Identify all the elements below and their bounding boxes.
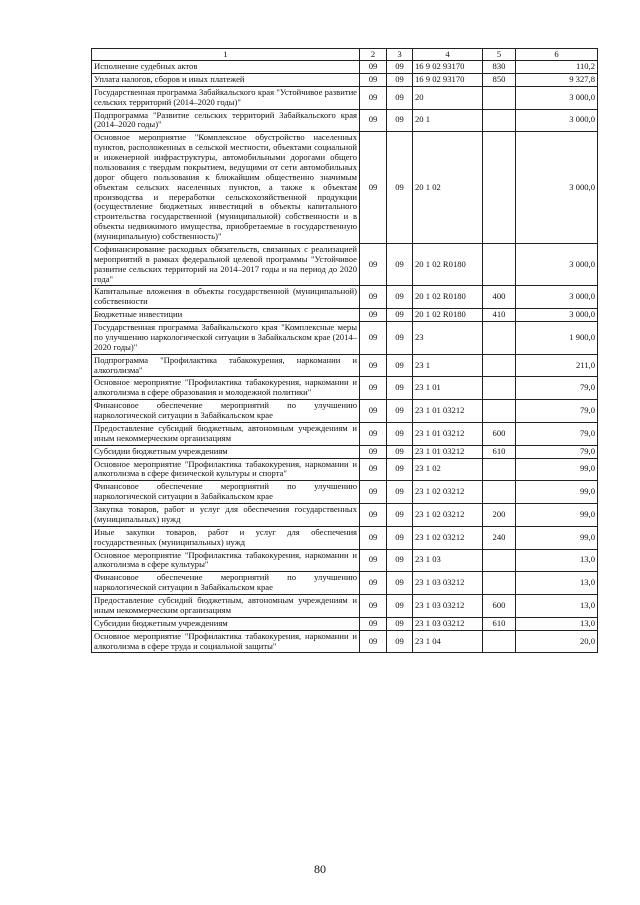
target-article-code: 23 1 — [413, 354, 483, 377]
row-name: Предоставление субсидий бюджетным, автономным учреждениям и иным некоммерческим организациям — [92, 422, 360, 445]
row-name: Закупка товаров, работ и услуг для обеспечения государственных (муниципальных) нужд — [92, 504, 360, 527]
amount: 99,0 — [516, 504, 598, 527]
target-article-code: 20 1 02 R0180 — [413, 286, 483, 309]
expense-type-code: 410 — [483, 309, 516, 322]
amount: 20,0 — [516, 630, 598, 653]
amount: 99,0 — [516, 481, 598, 504]
subsection-code: 09 — [387, 445, 413, 458]
expense-type-code — [483, 377, 516, 400]
amount: 3 000,0 — [516, 86, 598, 109]
row-name: Субсидии бюджетным учреждениям — [92, 617, 360, 630]
row-name: Основное мероприятие "Комплексное обустройство населенных пунктов, расположенных в сельской местности, объектами социальной и инженерной инфраструктуры, автомобильными дорогами общего пользования с твердым покрытием, ведущими от сети автомобильных дорог общего пользования к ближайшим общественно значимым объектам сельских населенных пунктов, а также к объектам производства и переработки сельскохозяйственной продукции (осуществление бюджетных инвестиций в объекты капитального строительства государственной (муниципальной) собственности и в объекты недвижимого имущества, приобретаемые в государственную (муниципальную) собственность)" — [92, 132, 360, 244]
target-article-code: 23 1 01 — [413, 377, 483, 400]
section-code: 09 — [360, 354, 387, 377]
section-code: 09 — [360, 322, 387, 355]
expense-type-code — [483, 458, 516, 481]
expense-type-code — [483, 400, 516, 423]
table-row — [92, 445, 598, 458]
target-article-code: 20 — [413, 86, 483, 109]
section-code: 09 — [360, 73, 387, 86]
expense-type-code: 600 — [483, 422, 516, 445]
target-article-code: 23 1 02 03212 — [413, 481, 483, 504]
subsection-code: 09 — [387, 630, 413, 653]
section-code: 09 — [360, 617, 387, 630]
amount: 9 327,8 — [516, 73, 598, 86]
expense-type-code — [483, 481, 516, 504]
table-row — [92, 132, 598, 244]
section-code: 09 — [360, 132, 387, 244]
expense-type-code — [483, 630, 516, 653]
target-article-code: 23 1 03 03212 — [413, 572, 483, 595]
column-number: 1 — [92, 49, 360, 61]
row-name: Финансовое обеспечение мероприятий по улучшению наркологической ситуации в Забайкальском крае — [92, 400, 360, 423]
amount: 3 000,0 — [516, 243, 598, 286]
amount: 79,0 — [516, 377, 598, 400]
expense-type-code — [483, 243, 516, 286]
subsection-code: 09 — [387, 61, 413, 74]
section-code: 09 — [360, 422, 387, 445]
row-name: Исполнение судебных актов — [92, 61, 360, 74]
target-article-code: 23 1 04 — [413, 630, 483, 653]
expense-type-code: 200 — [483, 504, 516, 527]
target-article-code: 23 1 01 03212 — [413, 445, 483, 458]
table-row — [92, 595, 598, 618]
row-name: Финансовое обеспечение мероприятий по улучшению наркологической ситуации в Забайкальском крае — [92, 572, 360, 595]
subsection-code: 09 — [387, 400, 413, 423]
target-article-code: 23 1 03 03212 — [413, 595, 483, 618]
expense-type-code — [483, 549, 516, 572]
amount: 79,0 — [516, 422, 598, 445]
table-row — [92, 630, 598, 653]
table-row — [92, 309, 598, 322]
expense-type-code: 830 — [483, 61, 516, 74]
table-row — [92, 572, 598, 595]
row-name: Финансовое обеспечение мероприятий по улучшению наркологической ситуации в Забайкальском крае — [92, 481, 360, 504]
table-row — [92, 354, 598, 377]
table-body — [92, 61, 598, 653]
section-code: 09 — [360, 86, 387, 109]
subsection-code: 09 — [387, 549, 413, 572]
subsection-code: 09 — [387, 243, 413, 286]
amount: 99,0 — [516, 458, 598, 481]
expense-type-code: 610 — [483, 445, 516, 458]
budget-table — [91, 48, 598, 653]
target-article-code: 16 9 02 93170 — [413, 61, 483, 74]
section-code: 09 — [360, 549, 387, 572]
subsection-code: 09 — [387, 354, 413, 377]
table-row — [92, 377, 598, 400]
amount: 79,0 — [516, 445, 598, 458]
section-code: 09 — [360, 445, 387, 458]
table-row — [92, 526, 598, 549]
amount: 1 900,0 — [516, 322, 598, 355]
table-row — [92, 86, 598, 109]
section-code: 09 — [360, 526, 387, 549]
row-name: Основное мероприятие "Профилактика табакокурения, наркомании и алкоголизма в сфере труда и социальной защиты" — [92, 630, 360, 653]
expense-type-code — [483, 572, 516, 595]
table-row — [92, 243, 598, 286]
column-number: 5 — [483, 49, 516, 61]
section-code: 09 — [360, 572, 387, 595]
subsection-code: 09 — [387, 481, 413, 504]
amount: 13,0 — [516, 617, 598, 630]
subsection-code: 09 — [387, 86, 413, 109]
expense-type-code — [483, 109, 516, 132]
table-row — [92, 286, 598, 309]
amount: 110,2 — [516, 61, 598, 74]
section-code: 09 — [360, 630, 387, 653]
table-row — [92, 481, 598, 504]
section-code: 09 — [360, 109, 387, 132]
subsection-code: 09 — [387, 526, 413, 549]
row-name: Уплата налогов, сборов и иных платежей — [92, 73, 360, 86]
expense-type-code: 240 — [483, 526, 516, 549]
expense-type-code: 850 — [483, 73, 516, 86]
row-name: Основное мероприятие "Профилактика табакокурения, наркомании и алкоголизма в сфере культуры" — [92, 549, 360, 572]
amount: 13,0 — [516, 595, 598, 618]
row-name: Основное мероприятие "Профилактика табакокурения, наркомании и алкоголизма в сфере образования и молодежной политики" — [92, 377, 360, 400]
row-name: Субсидии бюджетным учреждениям — [92, 445, 360, 458]
target-article-code: 16 9 02 93170 — [413, 73, 483, 86]
amount: 79,0 — [516, 400, 598, 423]
expense-type-code: 600 — [483, 595, 516, 618]
target-article-code: 23 1 02 — [413, 458, 483, 481]
table-row — [92, 422, 598, 445]
section-code: 09 — [360, 400, 387, 423]
subsection-code: 09 — [387, 572, 413, 595]
subsection-code: 09 — [387, 458, 413, 481]
table-row — [92, 549, 598, 572]
target-article-code: 23 1 03 03212 — [413, 617, 483, 630]
target-article-code: 20 1 — [413, 109, 483, 132]
section-code: 09 — [360, 458, 387, 481]
target-article-code: 23 — [413, 322, 483, 355]
subsection-code: 09 — [387, 422, 413, 445]
column-number: 4 — [413, 49, 483, 61]
target-article-code: 20 1 02 — [413, 132, 483, 244]
subsection-code: 09 — [387, 504, 413, 527]
row-name: Государственная программа Забайкальского края "Комплексные меры по улучшению наркологической ситуации в Забайкальском крае (2014–2020 годы)" — [92, 322, 360, 355]
row-name: Софинансирование расходных обязательств, связанных с реализацией мероприятий в рамках федеральной целевой программы "Устойчивое развитие сельских территорий на 2014–2017 годы и на период до 2020 года" — [92, 243, 360, 286]
target-article-code: 23 1 02 03212 — [413, 504, 483, 527]
section-code: 09 — [360, 243, 387, 286]
row-name: Подпрограмма "Развитие сельских территорий Забайкальского края (2014–2020 годы)" — [92, 109, 360, 132]
table-row — [92, 504, 598, 527]
table-row — [92, 73, 598, 86]
row-name: Основное мероприятие "Профилактика табакокурения, наркомании и алкоголизма в сфере физической культуры и спорта" — [92, 458, 360, 481]
target-article-code: 20 1 02 R0180 — [413, 309, 483, 322]
column-number-row — [92, 49, 598, 61]
row-name: Предоставление субсидий бюджетным, автономным учреждениям и иным некоммерческим организациям — [92, 595, 360, 618]
expense-type-code: 610 — [483, 617, 516, 630]
subsection-code: 09 — [387, 286, 413, 309]
subsection-code: 09 — [387, 73, 413, 86]
target-article-code: 23 1 01 03212 — [413, 422, 483, 445]
subsection-code: 09 — [387, 595, 413, 618]
expense-type-code — [483, 132, 516, 244]
section-code: 09 — [360, 309, 387, 322]
amount: 3 000,0 — [516, 109, 598, 132]
expense-type-code — [483, 354, 516, 377]
row-name: Подпрограмма "Профилактика табакокурения, наркомании и алкоголизма" — [92, 354, 360, 377]
page-number: 80 — [314, 862, 326, 876]
target-article-code: 20 1 02 R0180 — [413, 243, 483, 286]
expense-type-code — [483, 86, 516, 109]
amount: 99,0 — [516, 526, 598, 549]
row-name: Бюджетные инвестиции — [92, 309, 360, 322]
table-row — [92, 617, 598, 630]
section-code: 09 — [360, 595, 387, 618]
target-article-code: 23 1 01 03212 — [413, 400, 483, 423]
section-code: 09 — [360, 286, 387, 309]
amount: 13,0 — [516, 572, 598, 595]
section-code: 09 — [360, 481, 387, 504]
amount: 13,0 — [516, 549, 598, 572]
column-number: 3 — [387, 49, 413, 61]
section-code: 09 — [360, 377, 387, 400]
subsection-code: 09 — [387, 617, 413, 630]
subsection-code: 09 — [387, 132, 413, 244]
target-article-code: 23 1 03 — [413, 549, 483, 572]
table-row — [92, 458, 598, 481]
expense-type-code: 400 — [483, 286, 516, 309]
subsection-code: 09 — [387, 322, 413, 355]
amount: 211,0 — [516, 354, 598, 377]
subsection-code: 09 — [387, 109, 413, 132]
row-name: Государственная программа Забайкальского края "Устойчивое развитие сельских территорий (2014–2020 годы)" — [92, 86, 360, 109]
subsection-code: 09 — [387, 309, 413, 322]
expense-type-code — [483, 322, 516, 355]
table-row — [92, 322, 598, 355]
row-name: Капитальные вложения в объекты государственной (муниципальной) собственности — [92, 286, 360, 309]
subsection-code: 09 — [387, 377, 413, 400]
amount: 3 000,0 — [516, 132, 598, 244]
column-number: 2 — [360, 49, 387, 61]
table-row — [92, 61, 598, 74]
section-code: 09 — [360, 504, 387, 527]
table-row — [92, 109, 598, 132]
amount: 3 000,0 — [516, 286, 598, 309]
table-row — [92, 400, 598, 423]
section-code: 09 — [360, 61, 387, 74]
row-name: Иные закупки товаров, работ и услуг для обеспечения государственных (муниципальных) нужд — [92, 526, 360, 549]
amount: 3 000,0 — [516, 309, 598, 322]
target-article-code: 23 1 02 03212 — [413, 526, 483, 549]
column-number: 6 — [516, 49, 598, 61]
